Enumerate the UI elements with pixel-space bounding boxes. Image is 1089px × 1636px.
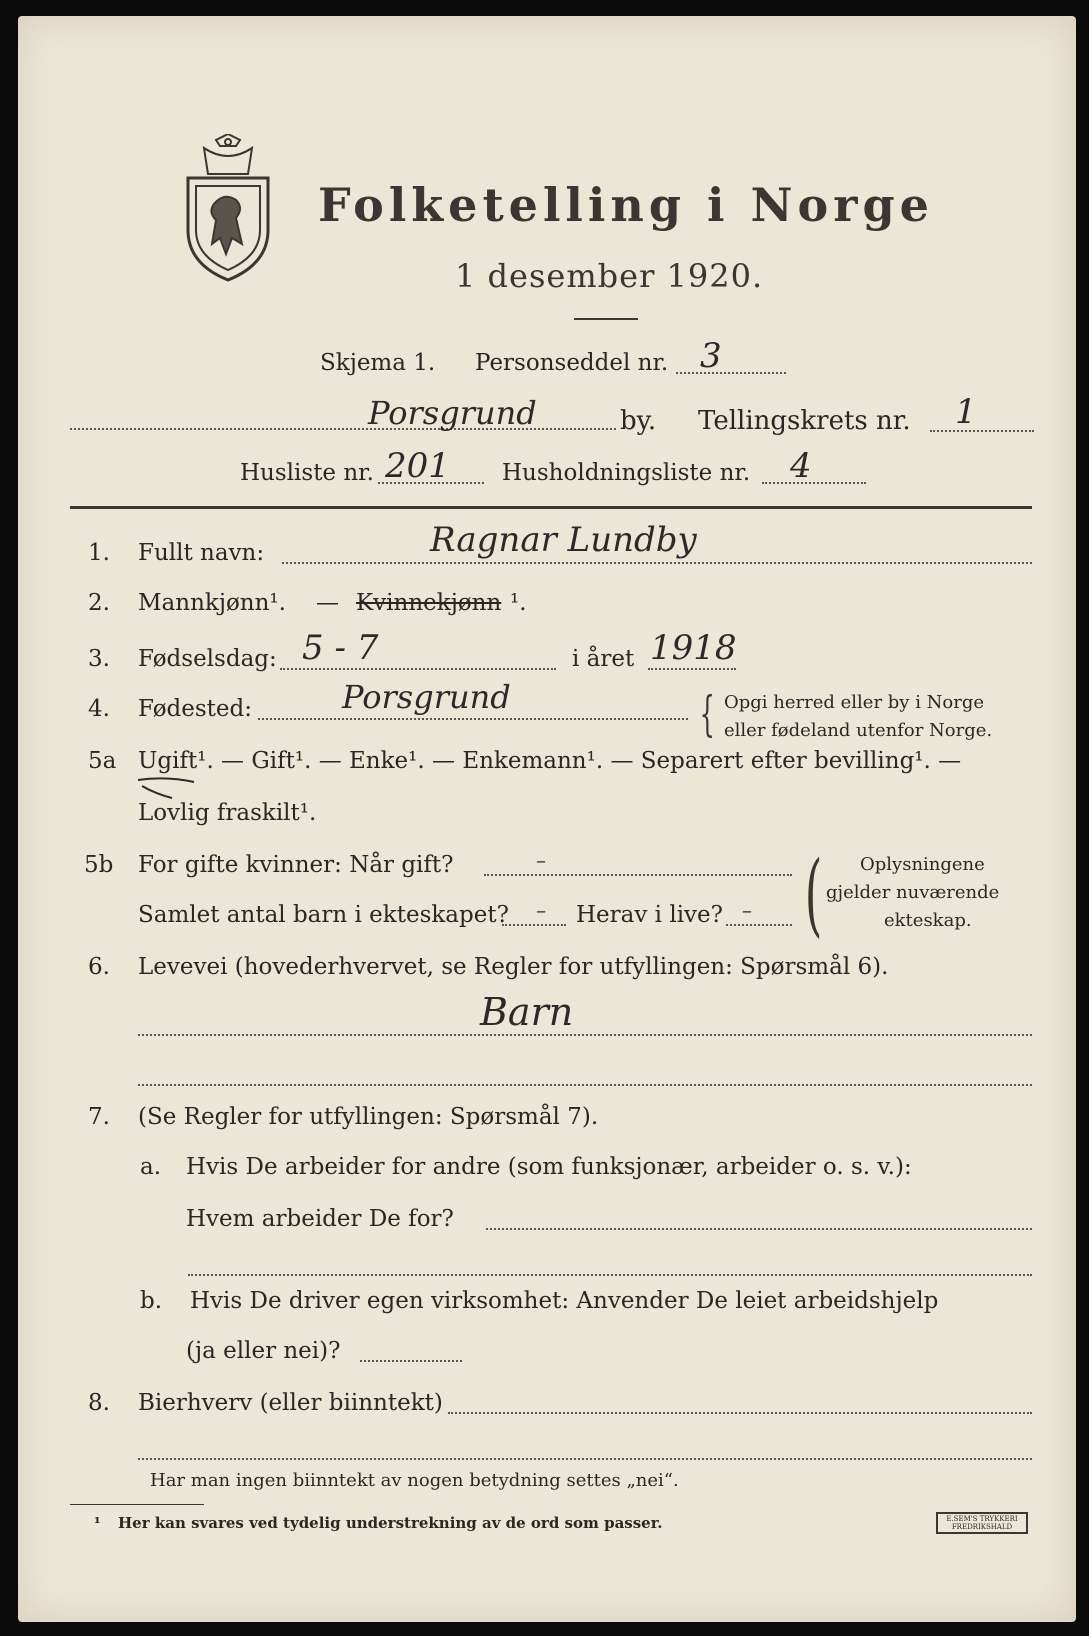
full-name-label: Fullt navn: — [138, 540, 265, 566]
full-name-line — [282, 562, 1032, 564]
marriage-note-2: gjelder nuværende — [826, 882, 1000, 903]
hired-help-label: (ja eller nei)? — [186, 1338, 341, 1364]
birthdate-label: Fødselsdag: — [138, 646, 277, 672]
q8-number: 8. — [88, 1390, 110, 1416]
side-income-line — [448, 1412, 1032, 1414]
ugift-underline-mark — [136, 774, 198, 800]
husholdning-line — [762, 482, 866, 484]
year-label: i året — [572, 646, 635, 672]
husliste-value: 201 — [385, 446, 450, 486]
birthplace-line — [258, 718, 688, 720]
birthplace-note-2: eller fødeland utenfor Norge. — [724, 720, 993, 741]
tellingskrets-line — [930, 430, 1034, 432]
printer-stamp: E.SEM'S TRYKKERI FREDRIKSHALD — [936, 1512, 1028, 1534]
personseddel-label: Personseddel nr. — [475, 350, 669, 376]
city-value: Porsgrund — [368, 394, 537, 432]
side-income-note: Har man ingen biinntekt av nogen betydning settes „nei“. — [150, 1470, 679, 1491]
children-count-value: – — [536, 898, 546, 922]
q5b-number: 5b — [84, 852, 114, 878]
employer-line-2 — [188, 1274, 1032, 1276]
male-option: Mannkjønn¹. — [138, 590, 286, 616]
coat-of-arms-icon — [186, 134, 270, 284]
married-when-value: – — [536, 848, 546, 872]
marriage-note-brace: ( — [804, 842, 823, 947]
q6-number: 6. — [88, 954, 110, 980]
children-count-label: Samlet antal barn i ekteskapet? — [138, 902, 509, 928]
children-alive-line — [726, 924, 792, 926]
q7a-text: Hvis De arbeider for andre (som funksjonær, arbeider o. s. v.): — [186, 1154, 912, 1180]
footnote-divider — [70, 1504, 204, 1505]
q4-number: 4. — [88, 696, 110, 722]
q7b-text: Hvis De driver egen virksomhet: Anvender De leiet arbeidshjelp — [190, 1288, 939, 1314]
female-option: Kvinnekjønn — [356, 590, 502, 616]
husholdning-value: 4 — [790, 446, 812, 486]
employer-label: Hvem arbeider De for? — [186, 1206, 454, 1232]
marital-options: Ugift¹. — Gift¹. — Enke¹. — Enkemann¹. — Separert efter bevilling¹. — — [138, 748, 962, 774]
hired-help-line — [360, 1360, 462, 1362]
birthplace-note-1: Opgi herred eller by i Norge — [724, 692, 985, 713]
tellingskrets-label: Tellingskrets nr. — [698, 406, 911, 436]
occupation-line-1 — [138, 1034, 1032, 1036]
census-date: 1 desember 1920. — [455, 257, 764, 295]
q3-number: 3. — [88, 646, 110, 672]
marriage-note-1: Oplysningene — [860, 854, 985, 875]
side-income-label: Bierhverv (eller biinntekt) — [138, 1390, 443, 1416]
children-alive-label: Herav i live? — [576, 902, 723, 928]
q7-label: (Se Regler for utfyllingen: Spørsmål 7). — [138, 1104, 599, 1130]
birthplace-brace: { — [699, 686, 715, 742]
personseddel-value: 3 — [700, 336, 722, 376]
occupation-value: Barn — [480, 990, 574, 1034]
footnote-mark: ¹ — [94, 1514, 101, 1532]
full-name-value: Ragnar Lundby — [430, 520, 697, 560]
tellingskrets-value: 1 — [955, 392, 977, 432]
children-count-line — [502, 924, 566, 926]
side-income-line-2 — [138, 1458, 1032, 1460]
employer-line — [486, 1228, 1032, 1230]
q5a-number: 5a — [88, 748, 117, 774]
married-when-label: For gifte kvinner: Når gift? — [138, 852, 454, 878]
title-divider — [574, 318, 638, 320]
q7-number: 7. — [88, 1104, 110, 1130]
year-line — [648, 668, 736, 670]
birthplace-label: Fødested: — [138, 696, 253, 722]
birthdate-line — [280, 668, 556, 670]
occupation-line-2 — [138, 1084, 1032, 1086]
header-divider — [70, 506, 1032, 509]
q2-number: 2. — [88, 590, 110, 616]
birthplace-value: Porsgrund — [342, 678, 511, 716]
birthdate-value: 5 - 7 — [302, 628, 379, 668]
form-title: Folketelling i Norge — [318, 178, 934, 232]
by-label: by. — [620, 406, 657, 436]
gender-dash: — — [316, 590, 339, 616]
footnote-text: Her kan svares ved tydelig understrekning av de ord som passer. — [118, 1514, 663, 1532]
personseddel-line — [676, 372, 786, 374]
married-when-line — [484, 874, 792, 876]
marital-options-2: Lovlig fraskilt¹. — [138, 800, 317, 826]
marriage-note-3: ekteskap. — [884, 910, 972, 931]
q1-number: 1. — [88, 540, 110, 566]
skjema-label: Skjema 1. — [320, 350, 436, 376]
q7a-letter: a. — [140, 1154, 162, 1180]
husliste-label: Husliste nr. — [240, 460, 374, 486]
female-sup: ¹. — [510, 590, 527, 616]
birth-year-value: 1918 — [650, 628, 737, 668]
children-alive-value: – — [742, 898, 752, 922]
husholdning-label: Husholdningsliste nr. — [502, 460, 751, 486]
q7b-letter: b. — [140, 1288, 163, 1314]
occupation-label: Levevei (hovederhvervet, se Regler for utfyllingen: Spørsmål 6). — [138, 954, 889, 980]
